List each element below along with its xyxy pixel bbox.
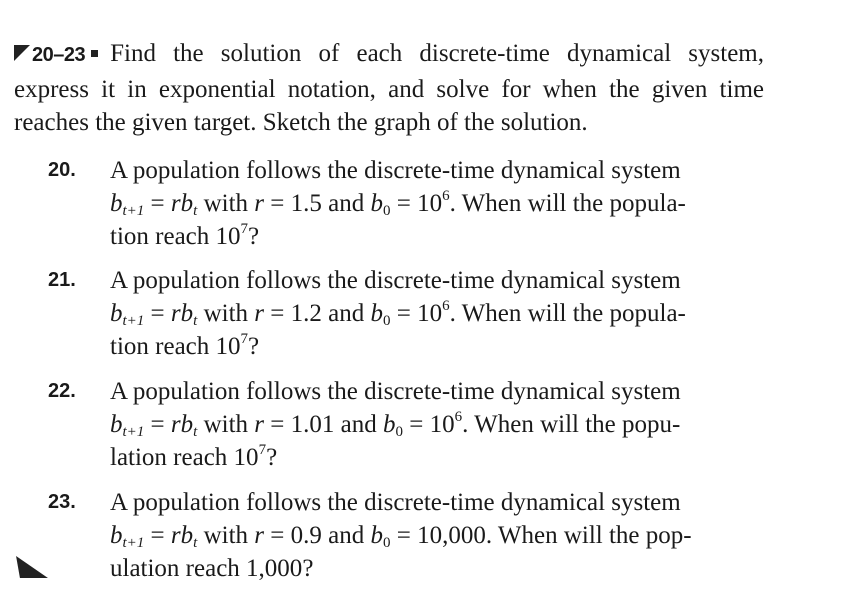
exercise-marker-icon [14,45,30,61]
eq-r-var: r [254,190,264,217]
problem-number: 23. [48,491,76,513]
problem-text: A population follows the discrete-time dynamical system $b_{t+1} = rb_t$ with r = 1.2 and $b_0 = 10^6$. When will the popula- tion reach $10^7$? [110,267,686,360]
problem-question: lation reach 10 [110,444,259,471]
eq-b0-sub: 0 [382,203,391,219]
eq-with: with [197,522,255,549]
problem-tail: . When will the pop- [485,522,692,549]
eq-rhs: rb [170,300,194,327]
eq-lhs-sub: t+1 [122,424,145,440]
problem-text: A population follows the discrete-time dynamical system $b_{t+1} = rb_t$ with r = 1.01 and $b_0 = 10^6$. When will the popu- lation reach $10^7$? [110,378,681,471]
b0-exponent: 6 [442,298,450,314]
problem-tail: . When will the popula- [449,190,686,217]
problem-lead: A population follows the discrete-time dynamical system [110,489,681,516]
question-end: ? [302,555,314,582]
eq-rhs: rb [170,411,194,438]
r-value: 1.2 [290,300,322,327]
exercise-range: 20–23 [32,44,86,66]
eq-b0-var: b [370,190,383,217]
eq-and: and [321,300,371,327]
problem-number: 21. [48,269,76,291]
target-exponent: 7 [258,442,267,458]
eq-b0-sub: 0 [395,424,403,440]
eq-lhs-sub: t+1 [122,203,145,219]
b0-value: 10 [417,300,443,327]
b0-exponent: 6 [442,188,450,204]
eq-with: with [197,411,255,438]
problem-question: ulation reach 1,000 [110,555,303,582]
exercise-instructions [14,37,764,140]
problem-question: tion reach 10 [110,333,241,360]
eq-r-var: r [254,522,264,549]
problem-lead: A population follows the discrete-time dynamical system [110,157,681,184]
b0-value: 10,000 [417,522,486,549]
bullet-square-icon [91,50,98,57]
eq-lhs-sub: t+1 [122,535,145,551]
target-exponent: 7 [240,331,249,347]
r-value: 1.01 [290,411,335,438]
problem-question: tion reach 10 [110,223,241,250]
eq-lhs: b [110,411,123,438]
target-exponent: 7 [240,221,249,237]
eq-rhs-sub: t [193,535,198,551]
problem-text: A population follows the discrete-time dynamical system $b_{t+1} = rb_t$ with r = 1.5 and $b_0 = 10^6$. When will the popula- tion reach $10^7$? [110,157,686,250]
eq-rhs-sub: t [193,424,198,440]
eq-b0-var: b [382,411,396,438]
instructions-text: Find the solution of each discrete-time dynamical system, express it in exponential notation, and solve for when the given time reaches the given target. Sketch the graph of the solution. [14,40,764,136]
eq-and: and [334,411,383,438]
b0-exponent: 6 [454,409,463,425]
eq-r-var: r [254,411,264,438]
eq-r-var: r [254,300,264,327]
b0-value: 10 [429,411,455,438]
eq-b0-var: b [370,300,383,327]
question-end: ? [248,333,260,360]
eq-lhs: b [110,522,123,549]
corner-arrow-icon [16,556,48,578]
eq-rhs: rb [170,190,194,217]
eq-with: with [197,190,255,217]
eq-b0-sub: 0 [382,313,391,329]
r-value: 0.9 [290,522,322,549]
b0-value: 10 [417,190,443,217]
eq-rhs-sub: t [193,203,198,219]
eq-lhs: b [110,300,123,327]
problem-number: 22. [48,380,76,402]
problem-lead: A population follows the discrete-time dynamical system [110,267,681,294]
eq-and: and [321,522,371,549]
question-end: ? [248,223,260,250]
problem-lead: A population follows the discrete-time dynamical system [110,378,681,405]
eq-lhs: b [110,190,123,217]
question-end: ? [266,444,278,471]
eq-lhs-sub: t+1 [122,313,145,329]
problem-number: 20. [48,159,76,181]
eq-rhs-sub: t [193,313,198,329]
eq-and: and [321,190,371,217]
problem-text: A population follows the discrete-time dynamical system $b_{t+1} = rb_t$ with r = 0.9 and $b_0 = 10,000$. When will the pop- ulation reach 1,000? [110,489,692,582]
eq-rhs: rb [170,522,194,549]
r-value: 1.5 [290,190,322,217]
problem-tail: . When will the popu- [462,411,681,438]
problem-tail: . When will the popula- [449,300,686,327]
eq-b0-sub: 0 [382,535,391,551]
eq-with: with [197,300,255,327]
eq-b0-var: b [370,522,383,549]
